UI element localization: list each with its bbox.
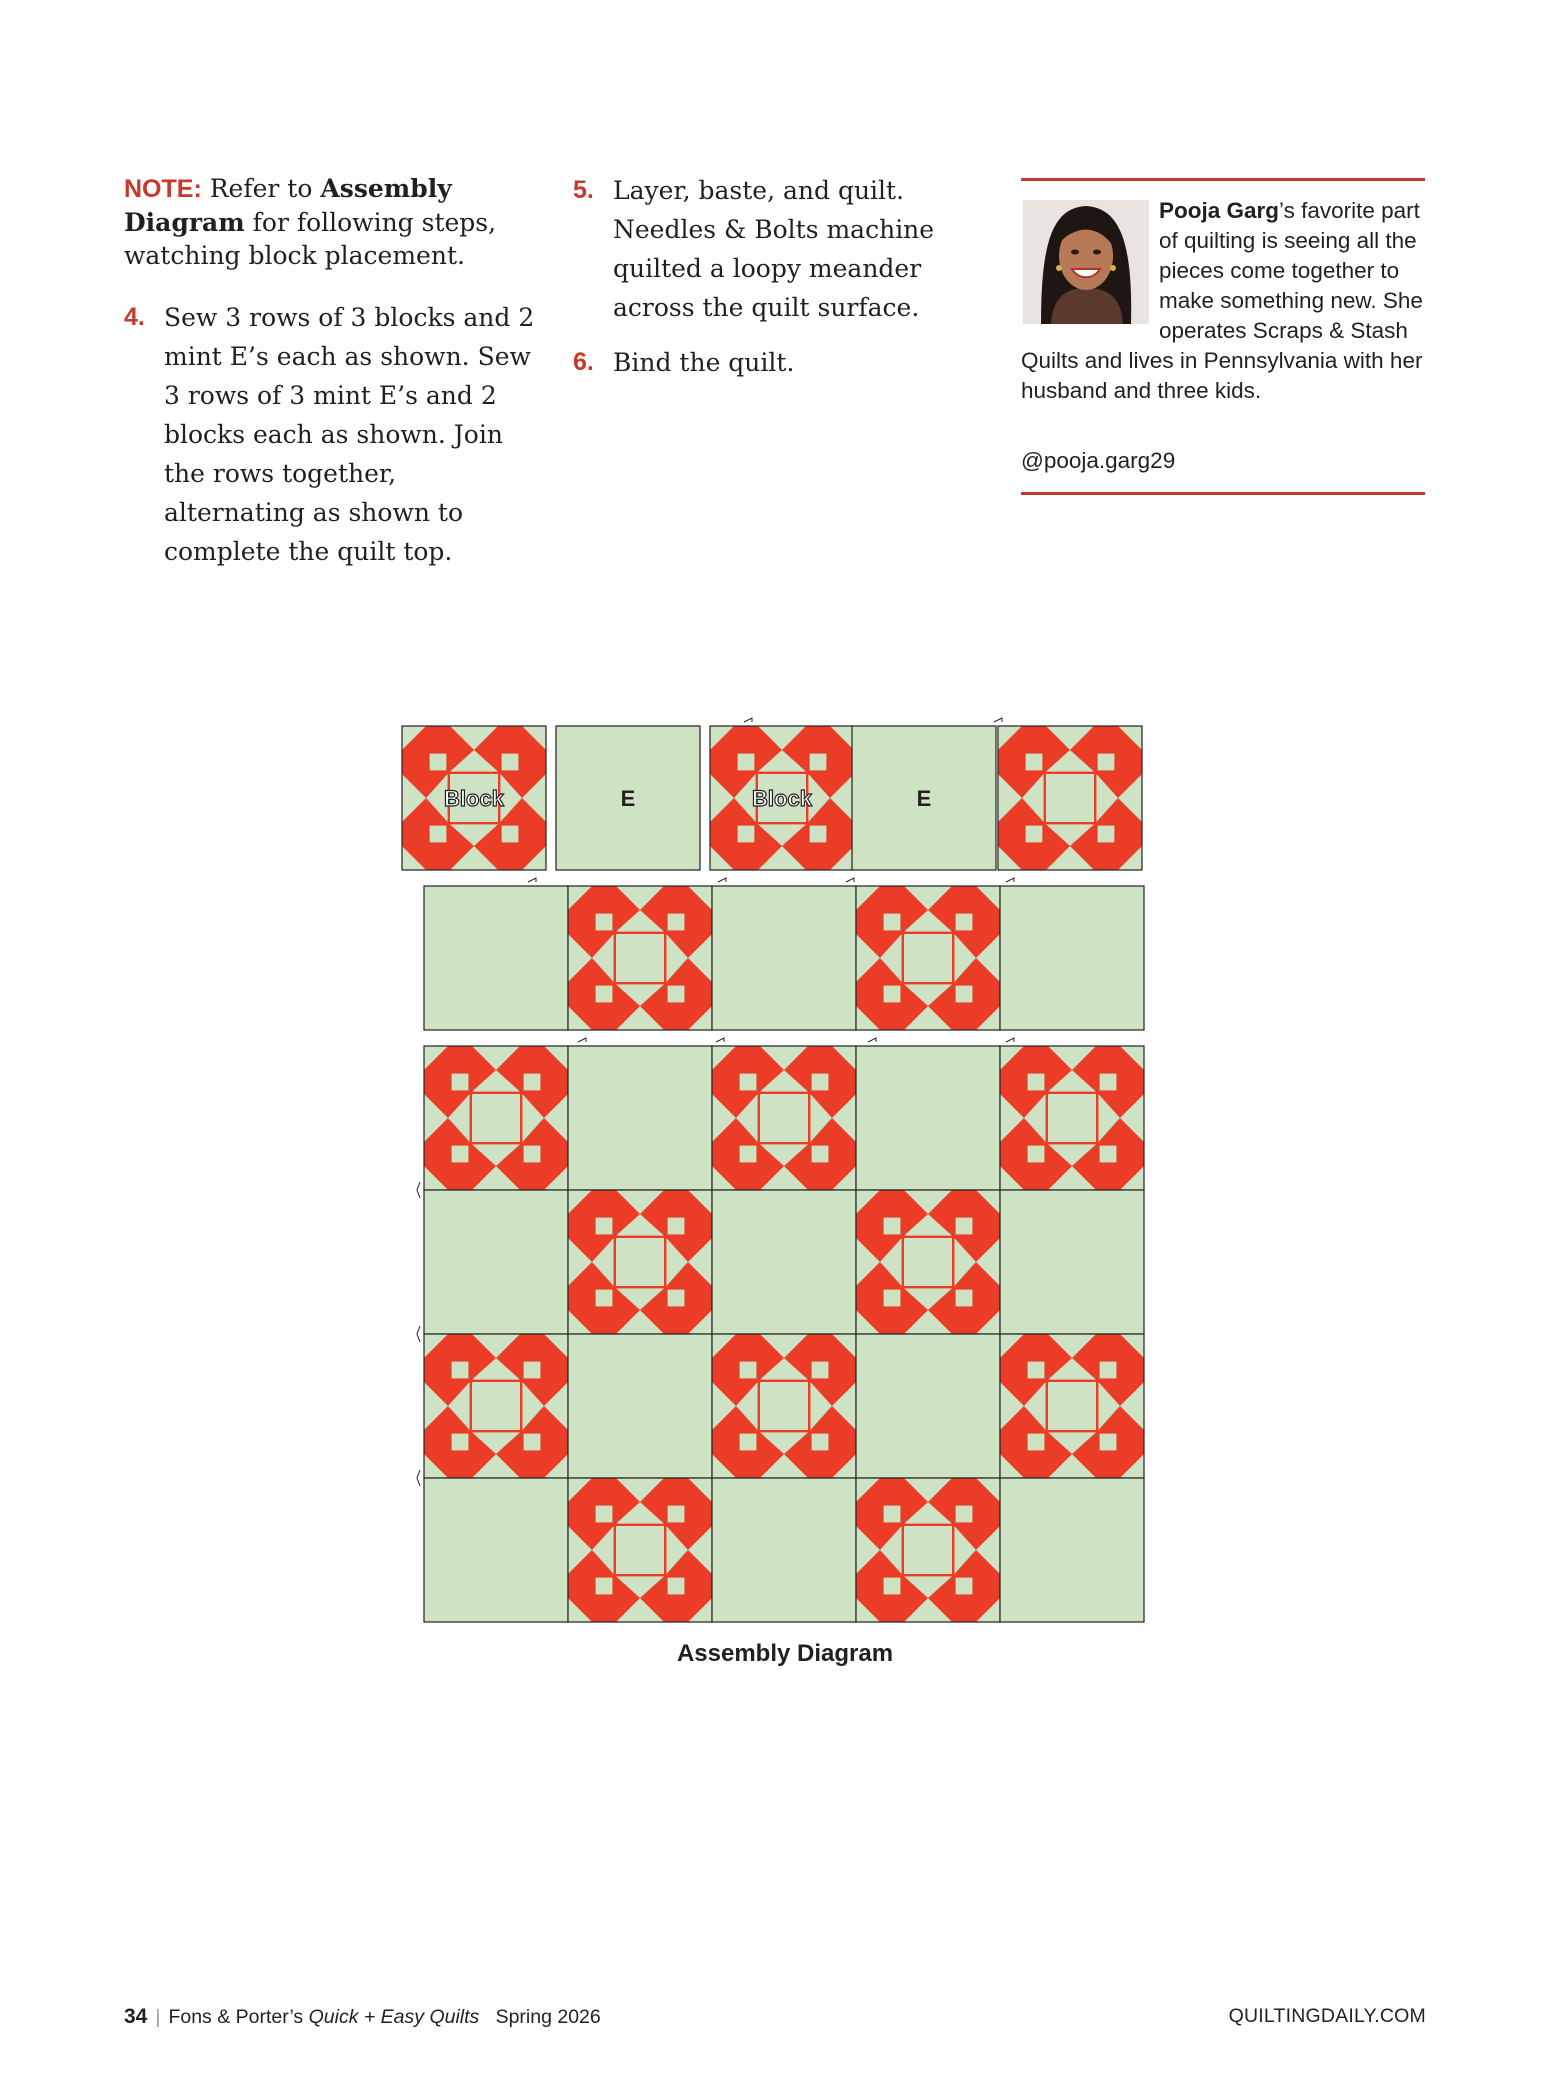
seam-arrow-icon [578, 1038, 586, 1042]
mint-square-e [424, 1190, 568, 1334]
mint-square-e [424, 1478, 568, 1622]
seam-arrow-icon [846, 878, 854, 882]
block-label: Block [752, 786, 812, 811]
note-paragraph [124, 172, 544, 272]
mint-square-e [568, 1334, 712, 1478]
star-block [856, 1478, 1000, 1622]
seam-arrow-icon [718, 878, 726, 882]
step-text: Bind the quilt. [613, 348, 795, 377]
seam-arrow-icon [744, 718, 752, 722]
diagram-caption: Assembly Diagram [676, 1640, 894, 1667]
mint-square-e [1000, 886, 1144, 1030]
note-text-pre: Refer to [201, 174, 321, 203]
instructions-column-2 [573, 171, 993, 382]
star-block [1000, 1334, 1144, 1478]
star-block [568, 1478, 712, 1622]
mint-square-e [712, 886, 856, 1030]
star-block [856, 1190, 1000, 1334]
star-block [568, 886, 712, 1030]
author-social-handle: @pooja.garg29 [1021, 448, 1176, 473]
assembly-diagram [398, 716, 1158, 1636]
mint-square-e [712, 1190, 856, 1334]
note-label: NOTE: [124, 175, 202, 203]
step-number: 5. [573, 176, 594, 204]
seam-arrow-icon [1006, 1038, 1014, 1042]
star-block [568, 1190, 712, 1334]
publication-title: Quick + Easy Quilts [308, 2006, 480, 2028]
star-block [424, 1046, 568, 1190]
mint-square-e [568, 1046, 712, 1190]
author-name: Pooja Garg [1159, 198, 1280, 223]
note-bold-reference: Assembly Diagram [124, 174, 452, 237]
author-portrait-icon [1023, 200, 1149, 324]
bio-description: ’s favorite part of quilting is seeing all the pieces come together to make something new. She operates Scraps & Stash Quilts and lives in Pennsylvania with her husband and three kids. [1021, 198, 1423, 403]
step-number: 4. [124, 303, 145, 331]
seam-arrow-icon [868, 1038, 876, 1042]
step-5 [573, 171, 993, 327]
footer-publication [124, 2005, 601, 2029]
publication-prefix: Fons & Porter’s [168, 2006, 309, 2028]
seam-arrow-icon [417, 1182, 420, 1198]
footer-website: QUILTINGDAILY.COM [1228, 2005, 1426, 2027]
star-block [856, 886, 1000, 1030]
mint-square-e [1000, 1190, 1144, 1334]
e-label: E [620, 786, 636, 811]
bio-top-rule [1021, 178, 1425, 181]
seam-arrow-icon [1006, 878, 1014, 882]
footer-separator: | [155, 2006, 161, 2028]
instructions-column-1 [124, 172, 544, 571]
mint-square-e [424, 886, 568, 1030]
star-block [424, 1334, 568, 1478]
star-block [1000, 1046, 1144, 1190]
seam-arrow-icon [716, 1038, 724, 1042]
star-block [998, 726, 1142, 870]
e-label: E [916, 786, 932, 811]
step-6 [573, 343, 993, 382]
seam-arrow-icon [417, 1470, 420, 1486]
seam-arrow-icon [417, 1326, 420, 1342]
step-4 [124, 298, 544, 571]
star-block [712, 1334, 856, 1478]
mint-square-e [856, 1334, 1000, 1478]
issue-date: Spring 2026 [495, 2006, 601, 2028]
step-text: Layer, baste, and quilt. Needles & Bolts machine quilted a loopy meander across the quilt surface. [613, 176, 935, 322]
page-number: 34 [124, 2005, 148, 2028]
mint-square-e [856, 1046, 1000, 1190]
mint-square-e [712, 1478, 856, 1622]
block-label: Block [444, 786, 504, 811]
mint-square-e [1000, 1478, 1144, 1622]
seam-arrow-icon [994, 718, 1002, 722]
bio-bottom-rule [1021, 492, 1425, 495]
step-text: Sew 3 rows of 3 blocks and 2 mint E’s each as shown. Sew 3 rows of 3 mint E’s and 2 blocks each as shown. Join the rows together, alternating as shown to complete the quilt top. [164, 303, 535, 566]
star-block [712, 1046, 856, 1190]
step-number: 6. [573, 348, 594, 376]
seam-arrow-icon [528, 878, 536, 882]
note-text-post: for following steps, watching block placement. [124, 208, 497, 270]
